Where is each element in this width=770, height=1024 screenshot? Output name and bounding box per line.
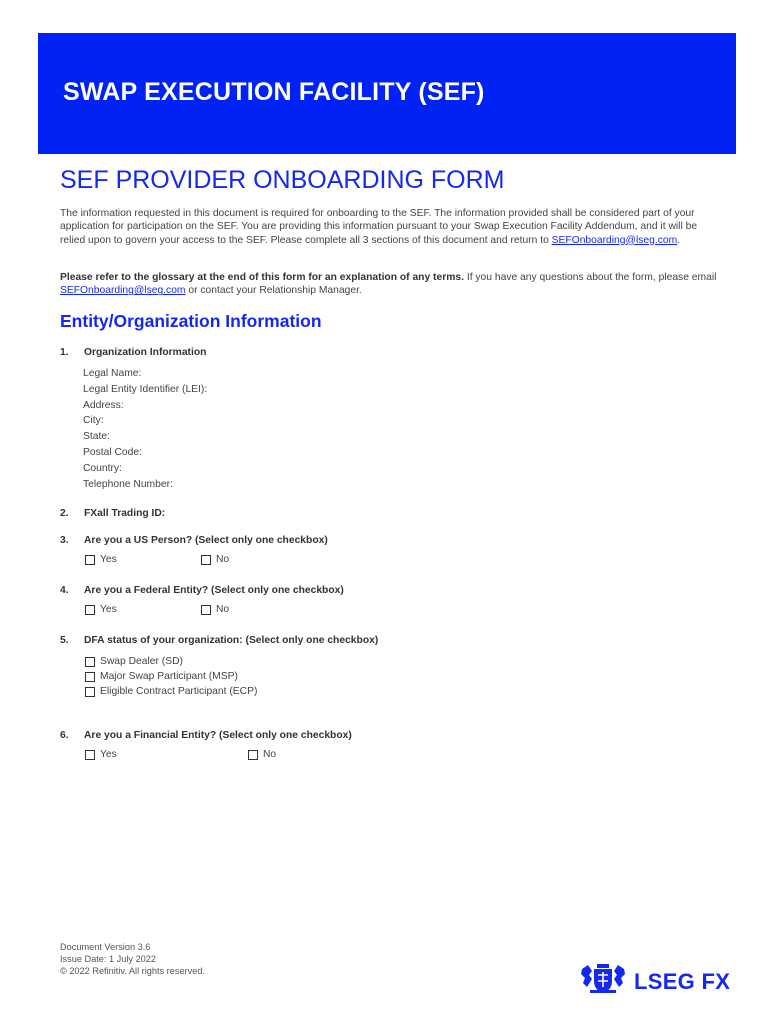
checkbox[interactable] [248, 750, 258, 760]
checkbox[interactable] [85, 750, 95, 760]
question-number: 5. [60, 635, 69, 646]
contact-email-link[interactable]: SEFOnboarding@lseg.com [60, 285, 186, 297]
checkbox[interactable] [85, 657, 95, 667]
option-label: Yes [100, 554, 117, 565]
lseg-crest-icon [580, 963, 626, 1000]
question-3 [60, 535, 328, 546]
option-label: Yes [100, 604, 117, 615]
question-label: Are you a US Person? (Select only one checkbox) [84, 535, 328, 546]
city-field[interactable]: City: [83, 415, 104, 427]
question-label: DFA status of your organization: (Select only one checkbox) [84, 635, 379, 646]
organization-fields [83, 366, 207, 492]
question-label: Are you a Federal Entity? (Select only one checkbox) [84, 585, 344, 596]
question-6 [60, 730, 352, 741]
option-label: Eligible Contract Participant (ECP) [100, 686, 258, 697]
logo-text: LSEG FX [634, 968, 731, 994]
telephone-field[interactable]: Telephone Number: [83, 478, 173, 490]
option-label: No [216, 604, 230, 615]
lseg-fx-logo [580, 963, 730, 1000]
option-label: No [263, 749, 277, 760]
question-4 [60, 585, 344, 596]
section-title: Entity/Organization Information [60, 311, 322, 331]
question-label: Are you a Financial Entity? (Select only one checkbox) [84, 730, 352, 741]
glossary-paragraph [60, 271, 720, 298]
option-label: Yes [100, 749, 117, 760]
document-footer [60, 941, 205, 977]
question-number: 1. [60, 347, 69, 358]
question-1 [60, 347, 206, 358]
intro-text: The information requested in this document is required for onboarding to the SEF. The information provided shall be considered part of your application for participation on the SEF. You are providing this information pursuant to your Swap Execution Facility Addendum, and it will be relied upon to govern your access to the SEF. Please complete all 3 sections of this document and return to [60, 208, 698, 246]
glossary-note: Please refer to the glossary at the end of this form for an explanation of any terms. [60, 272, 464, 283]
lei-field[interactable]: Legal Entity Identifier (LEI): [83, 383, 208, 395]
question-label[interactable]: FXall Trading ID: [84, 508, 166, 519]
option-label: Major Swap Participant (MSP) [100, 671, 238, 682]
us-person-no-option[interactable] [201, 554, 229, 565]
form-title: SEF PROVIDER ONBOARDING FORM [60, 166, 505, 194]
legal-name-field[interactable]: Legal Name: [83, 368, 142, 379]
banner-title: SWAP EXECUTION FACILITY (SEF) [63, 78, 485, 106]
glossary-text: If you have any questions about the form, please email [463, 272, 717, 283]
address-field[interactable]: Address: [83, 399, 124, 411]
checkbox[interactable] [201, 605, 211, 615]
copyright: © 2022 Refinitiv. All rights reserved. [60, 966, 205, 976]
issue-date: Issue Date: 1 July 2022 [60, 954, 157, 964]
swap-dealer-option[interactable] [85, 656, 183, 667]
checkbox[interactable] [201, 555, 211, 565]
question-number: 3. [60, 535, 69, 546]
document-version: Document Version 3.6 [60, 942, 151, 952]
question-number: 2. [60, 508, 69, 519]
federal-entity-no-option[interactable] [201, 604, 229, 615]
financial-entity-no-option[interactable] [248, 749, 276, 760]
onboarding-email-link[interactable]: SEFOnboarding@lseg.com [551, 234, 678, 246]
question-5 [60, 635, 378, 646]
postal-code-field[interactable]: Postal Code: [83, 446, 142, 458]
question-number: 6. [60, 730, 69, 741]
country-field[interactable]: Country: [83, 462, 122, 474]
intro-text-end: . [677, 234, 681, 246]
us-person-yes-option[interactable] [85, 554, 117, 565]
option-label: No [216, 554, 230, 565]
federal-entity-yes-option[interactable] [85, 604, 117, 615]
question-2 [60, 508, 165, 519]
header-banner [38, 33, 736, 154]
financial-entity-yes-option[interactable] [85, 749, 117, 760]
intro-paragraph [60, 207, 720, 247]
glossary-text-end: or contact your Relationship Manager. [185, 285, 362, 297]
major-swap-participant-option[interactable] [85, 671, 238, 682]
question-number: 4. [60, 585, 69, 596]
question-label: Organization Information [84, 347, 207, 358]
checkbox[interactable] [85, 672, 95, 682]
checkbox[interactable] [85, 687, 95, 697]
checkbox[interactable] [85, 555, 95, 565]
option-label: Swap Dealer (SD) [100, 656, 183, 667]
state-field[interactable]: State: [83, 431, 110, 443]
eligible-contract-participant-option[interactable] [85, 686, 257, 697]
checkbox[interactable] [85, 605, 95, 615]
